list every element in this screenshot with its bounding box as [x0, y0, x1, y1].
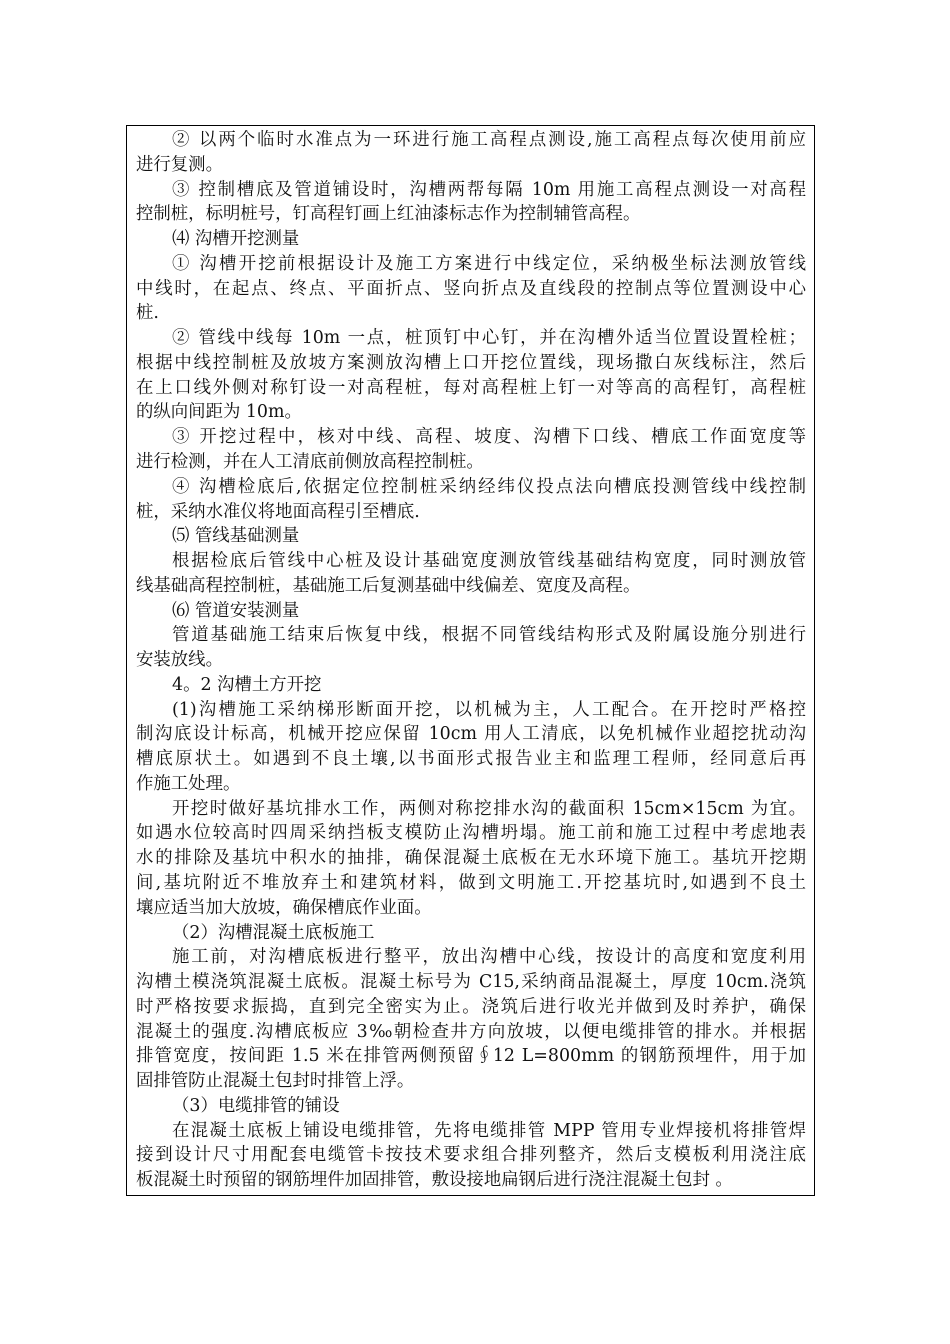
text-line: 如遇水位较高时四周采纳挡板支模防止沟槽坍塌。施工前和施工过程中考虑地表 — [136, 823, 806, 844]
text-line: 混凝土的强度.沟槽底板应 3‰朝检查井方向放坡，以便电缆排管的排水。并根据 — [136, 1021, 806, 1042]
text-line: 根据中线控制桩及放坡方案测放沟槽上口开挖位置线，现场撒白灰线标注，然后 — [136, 352, 806, 373]
text-line: 桩. — [136, 303, 159, 324]
section-heading: ⑸ 管线基础测量 — [172, 526, 300, 547]
text-line: 进行复测。 — [136, 154, 223, 175]
text-line: 施工前，对沟槽底板进行整平，放出沟槽中心线，按设计的高度和宽度利用 — [172, 947, 806, 968]
text-line: 线基础高程控制桩，基础施工后复测基础中线偏差、宽度及高程。 — [136, 575, 641, 596]
text-line: 水的排除及基坑中积水的抽排，确保混凝土底板在无水环境下施工。基坑开挖期 — [136, 848, 806, 869]
text-line: 在混凝土底板上铺设电缆排管，先将电缆排管 MPP 管用专业焊接机将排管焊 — [172, 1120, 806, 1141]
text-line: ② 以两个临时水准点为一环进行施工高程点测设,施工高程点每次使用前应 — [172, 130, 806, 150]
section-heading: （2）沟槽混凝土底板施工 — [172, 922, 375, 943]
text-line: (1)沟槽施工采纳梯形断面开挖，以机械为主，人工配合。在开挖时严格控 — [172, 699, 806, 720]
text-line: 板混凝土时预留的钢筋埋件加固排管，敷设接地扁钢后进行浇注混凝土包封 。 — [136, 1170, 733, 1191]
text-line: ③ 控制槽底及管道铺设时，沟槽两帮每隔 10m 用施工高程点测设一对高程 — [172, 179, 806, 200]
text-line: 开挖时做好基坑排水工作，两侧对称挖排水沟的截面积 15cm×15cm 为宜。 — [172, 798, 806, 819]
text-line: 排管宽度，按间距 1.5 米在排管两侧预留∮12 L=800mm 的钢筋预埋件，用于加 — [136, 1046, 806, 1067]
text-line: 管道基础施工结束后恢复中线，根据不同管线结构形式及附属设施分别进行 — [172, 625, 806, 646]
text-line: ① 沟槽开挖前根据设计及施工方案进行中线定位，采纳极坐标法测放管线 — [172, 253, 806, 274]
text-line: 根据检底后管线中心桩及设计基础宽度测放管线基础结构宽度，同时测放管 — [172, 551, 806, 572]
text-line: 时严格按要求振捣，直到完全密实为止。浇筑后进行收光并做到及时养护，确保 — [136, 996, 806, 1017]
text-line: 沟槽土模浇筑混凝土底板。混凝土标号为 C15,采纳商品混凝土，厚度 10cm.浇筑 — [136, 972, 806, 993]
text-line: 的纵向间距为 10m。 — [136, 402, 302, 423]
text-line: 安装放线。 — [136, 650, 223, 671]
text-line: ③ 开挖过程中，核对中线、高程、坡度、沟槽下口线、槽底工作面宽度等 — [172, 427, 806, 448]
text-line: 制沟底设计标高，机械开挖应保留 10cm 用人工清底，以免机械作业超挖扰动沟 — [136, 724, 806, 745]
section-heading: ⑷ 沟槽开挖测量 — [172, 229, 300, 250]
text-line: 在上口线外侧对称钉设一对高程桩，每对高程桩上钉一对等高的高程钉，高程桩 — [136, 377, 806, 398]
section-heading: （3）电缆排管的铺设 — [172, 1095, 340, 1116]
text-line: 槽底原状土。如遇到不良土壤,以书面形式报告业主和监理工程师，经同意后再 — [136, 749, 806, 770]
text-line: 中线时，在起点、终点、平面折点、竖向折点及直线段的控制点等位置测设中心 — [136, 278, 806, 299]
text-line: 作施工处理。 — [136, 773, 241, 794]
text-line: 控制桩，标明桩号，钉高程钉画上红油漆标志作为控制辅管高程。 — [136, 204, 641, 225]
text-line: 接到设计尺寸用配套电缆管卡按技术要求组合排列整齐，然后支模板利用浇注底 — [136, 1145, 806, 1166]
text-line: 间,基坑附近不堆放弃土和建筑材料，做到文明施工.开挖基坑时,如遇到不良土 — [136, 873, 806, 894]
section-heading: 4。2 沟槽土方开挖 — [172, 674, 322, 695]
text-line: 进行检测，并在人工清底前侧放高程控制桩。 — [136, 451, 484, 472]
text-line: ② 管线中线每 10m 一点，桩顶钉中心钉，并在沟槽外适当位置设置栓桩； — [172, 328, 806, 349]
document-frame — [126, 125, 815, 1196]
section-heading: ⑹ 管道安装测量 — [172, 600, 300, 621]
text-line: 桩，采纳水准仪将地面高程引至槽底. — [136, 501, 420, 522]
text-line: 壤应适当加大放坡，确保槽底作业面。 — [136, 897, 432, 918]
text-line: 固排管防止混凝土包封时排管上浮。 — [136, 1071, 415, 1092]
text-line: ④ 沟槽检底后,依据定位控制桩采纳经纬仪投点法向槽底投测管线中线控制 — [172, 476, 806, 497]
